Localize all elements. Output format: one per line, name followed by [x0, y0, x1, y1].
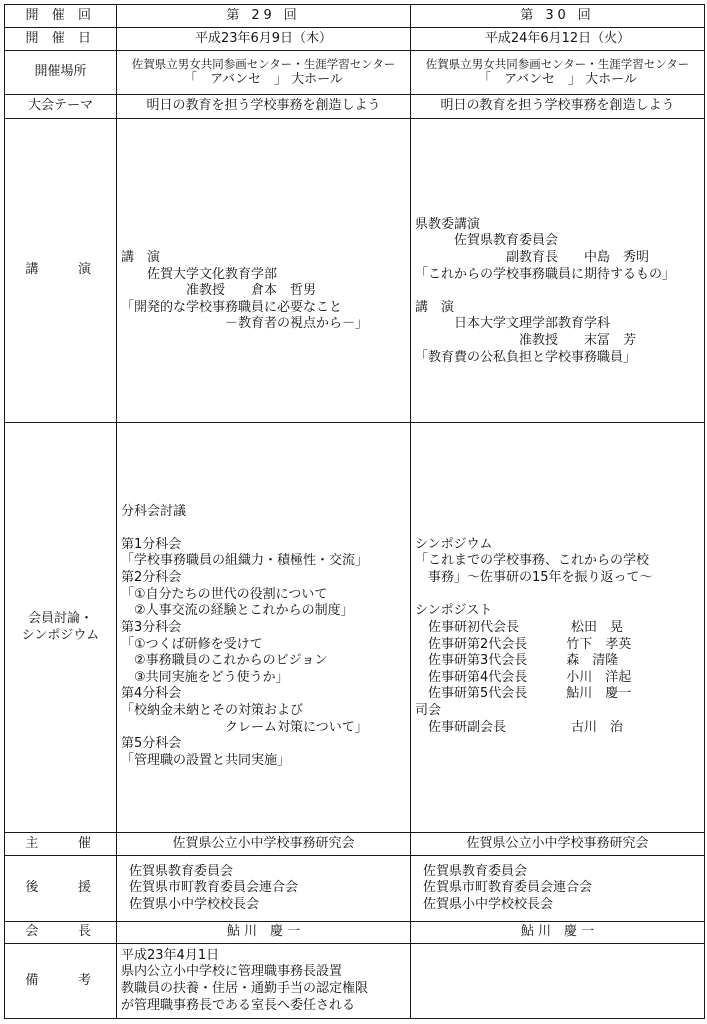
- remarks-30: [411, 944, 705, 1019]
- row-lecture: [5, 119, 705, 423]
- lecture-30-line: 佐賀県教育委員会: [415, 233, 559, 249]
- discussion-29-line: 「①つくば研修を受けて: [121, 636, 263, 652]
- discussion-29-line: 第1分科会: [121, 536, 182, 552]
- row-president: [5, 922, 705, 944]
- discussion-30-lines: [415, 537, 700, 737]
- discussion-30-line: シンポジウム: [415, 536, 493, 552]
- lecture-30-lines: [415, 217, 700, 367]
- label-host: 主 催: [5, 833, 117, 856]
- discussion-29-line: 分科会討議: [121, 503, 187, 519]
- lecture-30-line: [415, 283, 700, 300]
- support-30-line: 佐賀県市町教育委員会連合会: [423, 880, 593, 896]
- venue-30: [411, 51, 705, 95]
- remarks-29-line: 教職員の扶養・住居・通勤手当の認定権限: [121, 981, 369, 996]
- discussion-29-line: ③共同実施をどう使うか」: [121, 669, 289, 685]
- discussion-30-line: 佐事研第4代会長 小川 洋起: [415, 669, 632, 685]
- venue-30-line-1: 佐賀県立男女共同参画センター・生涯学習センター: [425, 56, 690, 71]
- support-30-lines: [423, 864, 700, 914]
- discussion-29-line: 第3分科会: [121, 619, 182, 635]
- venue-29-line-1: 佐賀県立男女共同参画センター・生涯学習センター: [131, 56, 396, 71]
- venue-29: [117, 51, 411, 95]
- session-29: 第 29 回: [117, 5, 411, 28]
- label-date: 開 催 日: [5, 28, 117, 51]
- discussion-29-line: ②人事交流の経験とこれからの制度」: [121, 603, 354, 619]
- lecture-30-line: 副教育長 中島 秀明: [415, 249, 650, 265]
- host-30: 佐賀県公立小中学校事務研究会: [411, 833, 705, 856]
- host-29: 佐賀県公立小中学校事務研究会: [117, 833, 411, 856]
- support-29-lines: [129, 864, 406, 914]
- lecture-29-line: 准教授 倉本 哲男: [121, 283, 317, 299]
- date-30: 平成24年6月12日（火）: [411, 28, 705, 51]
- lecture-29-line: 講 演: [121, 249, 161, 265]
- discussion-29-line: 「管理職の設置と共同実施」: [121, 752, 291, 768]
- label-venue: 開催場所: [5, 51, 117, 95]
- lecture-29-line: 「開発的な学校事務職員に必要なこと: [121, 299, 343, 315]
- discussion-30-line: [415, 587, 700, 604]
- remarks-29-line: 平成23年4月1日: [121, 947, 220, 963]
- support-29: [117, 856, 411, 922]
- discussion-29-line: 「学校事務職員の組織力・積極性・交流」: [121, 553, 369, 569]
- discussion-29-line: 「①自分たちの世代の役割について: [121, 586, 328, 602]
- discussion-30-line: 佐事研第5代会長 鮎川 慶一: [415, 686, 632, 702]
- remarks-29-line: が管理職事務長である室長へ委任される: [121, 997, 356, 1013]
- discussion-30-line: 佐事研副会長 古川 治: [415, 719, 624, 735]
- lecture-30-line: 県教委講演: [415, 216, 481, 232]
- label-discussion-line-2: シンポジウム: [21, 627, 100, 643]
- row-date: [5, 28, 705, 51]
- row-venue: [5, 51, 705, 95]
- lecture-29-line: －教育者の視点から－」: [121, 316, 369, 332]
- discussion-30-line: 「これまでの学校事務、これからの学校: [415, 553, 650, 569]
- conference-table: [4, 4, 705, 1019]
- row-session: [5, 5, 705, 28]
- session-30: 第 30 回: [411, 5, 705, 28]
- discussion-30: [411, 423, 705, 833]
- support-30-line: 佐賀県教育委員会: [423, 863, 528, 879]
- lecture-30: [411, 119, 705, 423]
- remarks-29: [117, 944, 411, 1019]
- theme-30: 明日の教育を担う学校事務を創造しよう: [411, 95, 705, 119]
- discussion-29: [117, 423, 411, 833]
- support-29-line: 佐賀県小中学校校長会: [129, 896, 260, 912]
- lecture-29-line: 佐賀大学文化教育学部: [121, 266, 278, 282]
- discussion-29-line: 第2分科会: [121, 570, 182, 585]
- discussion-29-line: 第5分科会: [121, 736, 182, 752]
- lecture-30-line: 日本大学文理学部教育学科: [415, 316, 611, 332]
- venue-29-line-2: 「 アバンセ 」 大ホール: [184, 71, 343, 87]
- discussion-29-line: ②事務職員のこれからのビジョン: [121, 653, 328, 669]
- label-president: 会 長: [5, 922, 117, 944]
- remarks-29-line: 県内公立小中学校に管理職事務長設置: [121, 964, 343, 980]
- theme-29: 明日の教育を担う学校事務を創造しよう: [117, 95, 411, 119]
- label-session: 開 催 回: [5, 5, 117, 28]
- lecture-30-line: 准教授 末冨 芳: [415, 333, 637, 349]
- remarks-29-lines: [121, 948, 406, 1015]
- discussion-29-line: 「校納金未納とその対策および: [121, 703, 304, 718]
- discussion-30-line: 佐事研初代会長 松田 晃: [415, 619, 624, 635]
- label-remarks: 備 考: [5, 944, 117, 1019]
- president-30: 鮎 川 慶 一: [411, 922, 705, 944]
- president-29: 鮎 川 慶 一: [117, 922, 411, 944]
- row-host: [5, 833, 705, 856]
- lecture-29: [117, 119, 411, 423]
- discussion-29-line: [121, 520, 406, 537]
- label-discussion: [5, 423, 117, 833]
- row-support: [5, 856, 705, 922]
- discussion-30-line: シンポジスト: [415, 603, 493, 619]
- discussion-30-line: 事務」～佐事研の15年を振り返って～: [415, 570, 653, 585]
- support-29-line: 佐賀県教育委員会: [129, 863, 234, 879]
- row-discussion: [5, 423, 705, 833]
- lecture-30-line: 講 演: [415, 299, 455, 315]
- discussion-30-line: 司会: [415, 703, 442, 718]
- discussion-29-line: クレーム対策について」: [121, 719, 368, 735]
- venue-30-line-2: 「 アバンセ 」 大ホール: [478, 71, 637, 87]
- discussion-29-line: 第4分科会: [121, 686, 182, 702]
- row-remarks: [5, 944, 705, 1019]
- date-29: 平成23年6月9日（木）: [117, 28, 411, 51]
- label-discussion-line-1: 会員討論・: [27, 610, 93, 626]
- label-support: 後 援: [5, 856, 117, 922]
- label-lecture: 講 演: [5, 119, 117, 423]
- discussion-30-line: 佐事研第3代会長 森 清隆: [415, 653, 619, 669]
- discussion-30-line: 佐事研第2代会長 竹下 孝英: [415, 636, 632, 652]
- support-30: [411, 856, 705, 922]
- label-theme: 大会テーマ: [5, 95, 117, 119]
- discussion-29-lines: [121, 504, 406, 770]
- lecture-30-line: 「これからの学校事務職員に期待するもの」: [415, 266, 676, 282]
- row-theme: [5, 95, 705, 119]
- lecture-29-lines: [121, 250, 406, 333]
- support-30-line: 佐賀県小中学校校長会: [423, 896, 554, 912]
- lecture-30-line: 「教育費の公私負担と学校事務職員」: [415, 349, 637, 365]
- support-29-line: 佐賀県市町教育委員会連合会: [129, 880, 299, 896]
